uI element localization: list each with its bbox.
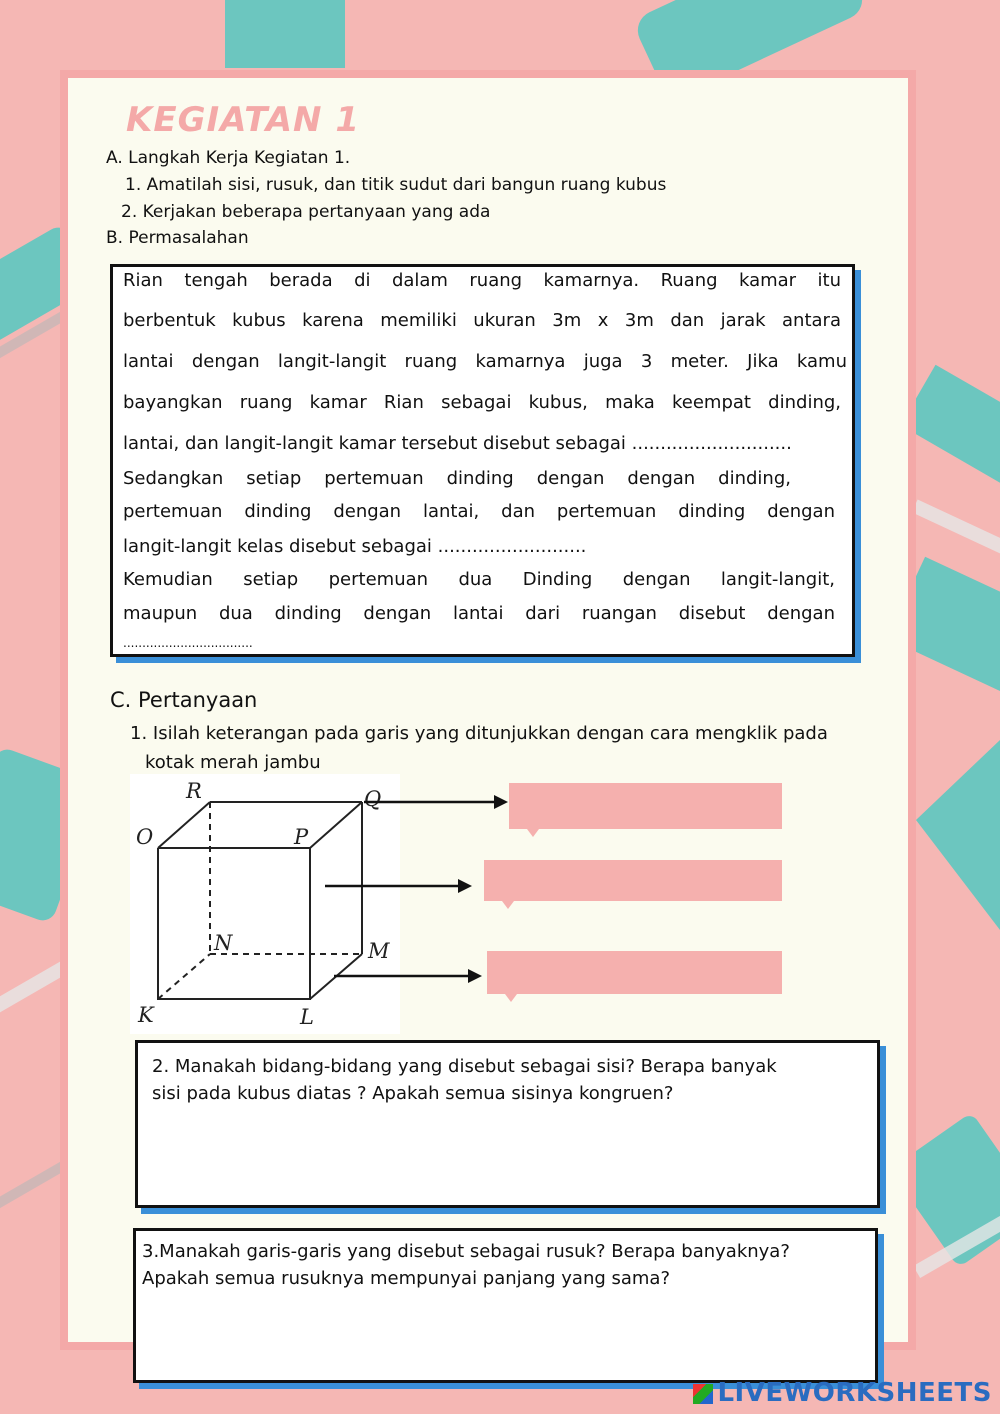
problem-line: lantai dengan langit-langit ruang kamarnya juga 3 meter. Jika kamu <box>123 351 847 372</box>
vertex-label-q: Q <box>364 787 382 811</box>
question-3-line-2: Apakah semua rusuknya mempunyai panjang yang sama? <box>142 1268 671 1289</box>
problem-line: Sedangkan setiap pertemuan dinding dengan dengan dinding, <box>123 468 791 489</box>
problem-line: lantai, dan langit-langit kamar tersebut disebut sebagai ............................ <box>123 433 792 454</box>
vertex-label-r: R <box>186 779 202 803</box>
question-1-line-1: 1. Isilah keterangan pada garis yang ditunjukkan dengan cara mengklik pada <box>130 723 828 744</box>
problem-line: bayangkan ruang kamar Rian sebagai kubus, maka keempat dinding, <box>123 392 841 413</box>
vertex-label-o: O <box>136 825 154 849</box>
answer-box-2[interactable] <box>484 860 782 901</box>
question-2-line-2: sisi pada kubus diatas ? Apakah semua sisinya kongruen? <box>152 1083 674 1104</box>
vertex-label-n: N <box>214 931 233 955</box>
vertex-label-m: M <box>368 939 390 963</box>
section-b-heading: B. Permasalahan <box>106 228 249 248</box>
step-2: 2. Kerjakan beberapa pertanyaan yang ada <box>121 202 491 222</box>
problem-line: berbentuk kubus karena memiliki ukuran 3m x 3m dan jarak antara <box>123 310 841 331</box>
problem-line: pertemuan dinding dengan lantai, dan pertemuan dinding dengan <box>123 501 835 522</box>
question-1-line-2: kotak merah jambu <box>145 752 321 773</box>
vertex-label-k: K <box>138 1003 154 1027</box>
problem-line: .................................. <box>123 636 253 650</box>
logo-text: LIVEWORKSHEETS <box>717 1378 992 1408</box>
vertex-label-l: L <box>300 1005 314 1029</box>
section-a-heading: A. Langkah Kerja Kegiatan 1. <box>106 148 351 168</box>
question-2-line-1: 2. Manakah bidang-bidang yang disebut sebagai sisi? Berapa banyak <box>152 1056 777 1077</box>
cube-front-face <box>158 848 310 999</box>
step-1: 1. Amatilah sisi, rusuk, dan titik sudut dari bangun ruang kubus <box>125 175 667 195</box>
problem-line: maupun dua dinding dengan lantai dari ruangan disebut dengan <box>123 603 835 624</box>
section-c-heading: C. Pertanyaan <box>110 688 258 712</box>
problem-line: Kemudian setiap pertemuan dua Dinding dengan langit-langit, <box>123 569 835 590</box>
page-title: KEGIATAN 1 <box>126 100 361 140</box>
liveworksheets-logo <box>693 1378 992 1408</box>
answer-box-3[interactable] <box>487 951 782 994</box>
answer-box-1[interactable] <box>509 783 782 829</box>
vertex-label-p: P <box>294 825 309 849</box>
question-3-line-1: 3.Manakah garis-garis yang disebut sebagai rusuk? Berapa banyaknya? <box>142 1241 790 1262</box>
problem-line: langit-langit kelas disebut sebagai .......................... <box>123 536 587 557</box>
logo-icon <box>693 1384 713 1404</box>
problem-line: Rian tengah berada di dalam ruang kamarnya. Ruang kamar itu <box>123 270 841 291</box>
